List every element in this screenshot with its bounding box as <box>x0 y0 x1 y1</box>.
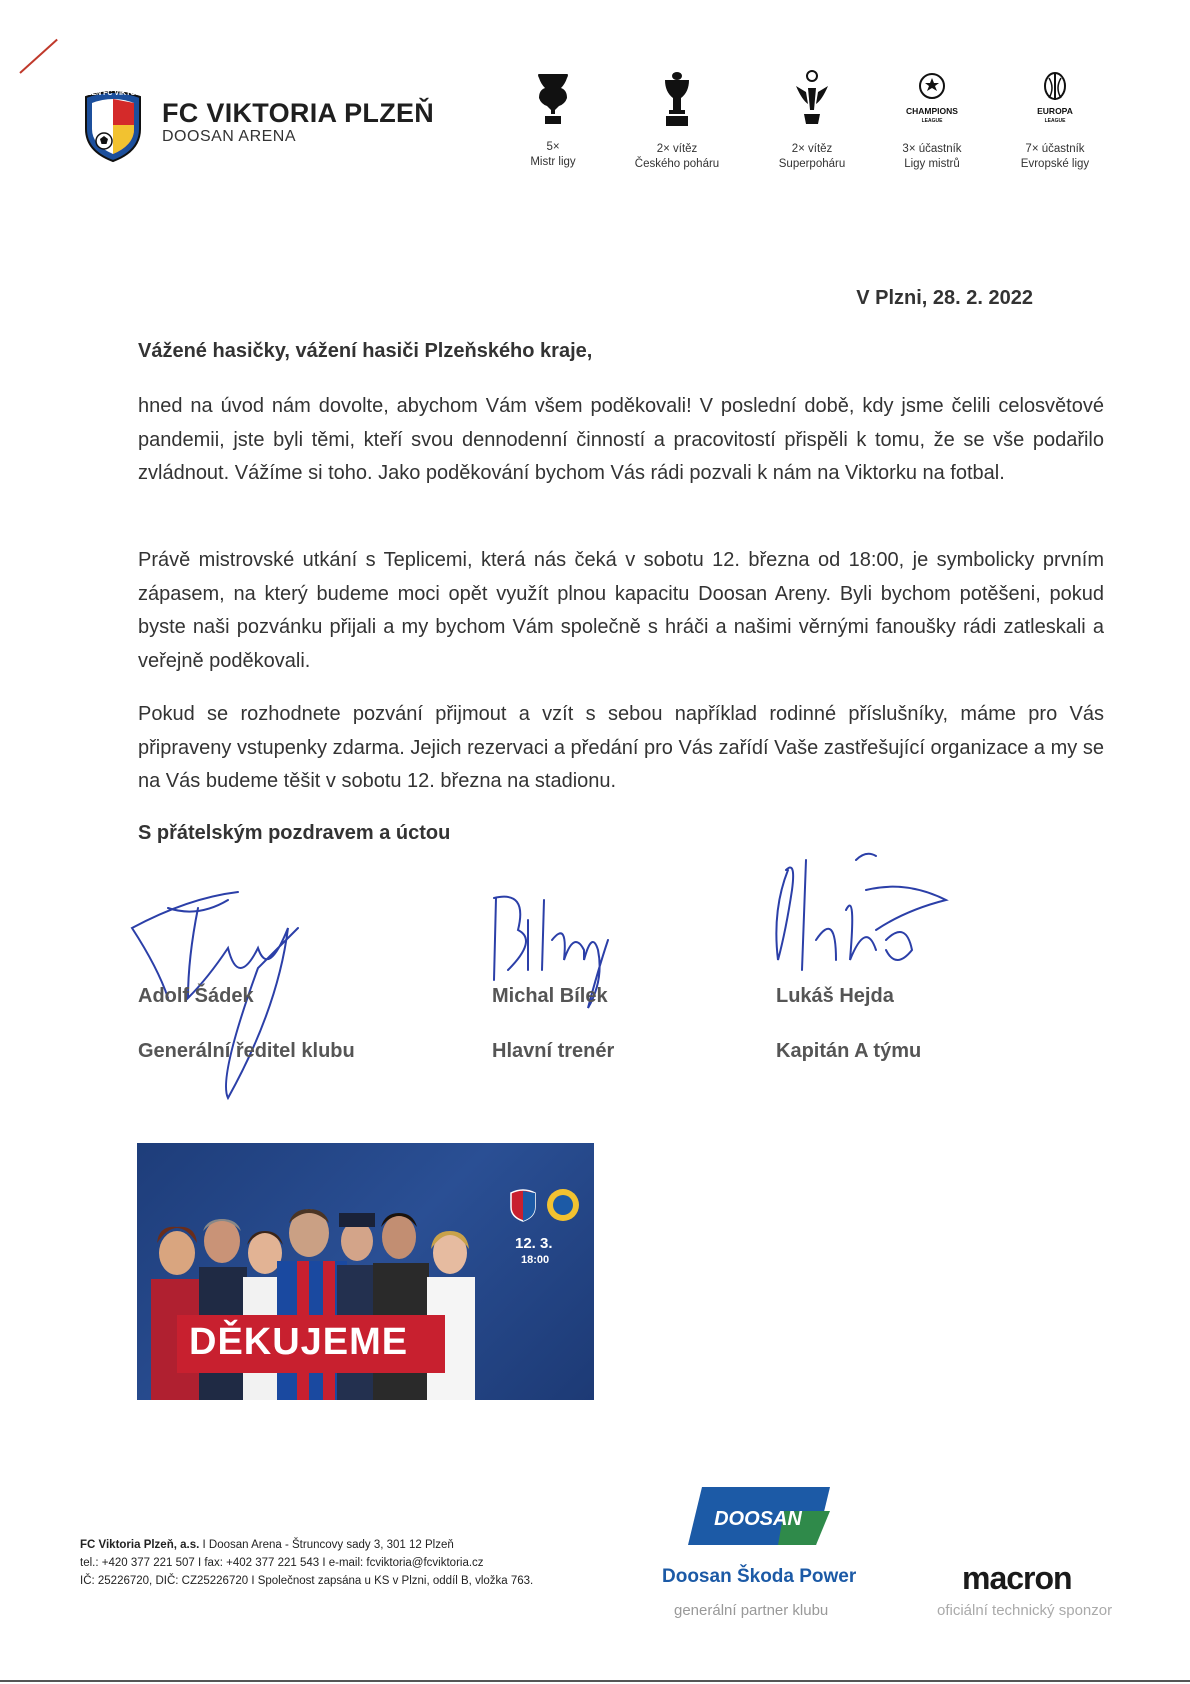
trophy-label: Superpoháru <box>778 158 846 170</box>
trophy-count: 3× účastník <box>902 143 962 155</box>
signatory-name-3: Lukáš Hejda <box>776 985 894 1007</box>
signatory-name-1: Adolf Šádek <box>138 985 254 1007</box>
trophy-europa-league <box>995 70 1115 172</box>
signatory-name-2: Michal Bílek <box>492 985 608 1007</box>
trophy-cup <box>617 70 737 172</box>
trophy-supercup <box>752 70 872 172</box>
footer-address <box>80 1536 533 1590</box>
footer-company: FC Viktoria Plzeň, a.s. <box>80 1539 200 1551</box>
trophy-count: 2× vítěz <box>656 143 698 155</box>
banner-date: 12. 3. <box>515 1235 553 1252</box>
trophy-label: Mistr ligy <box>530 156 576 168</box>
trophy-label: Ligy mistrů <box>904 158 960 170</box>
footer-contact: tel.: +420 377 221 507 I fax: +402 377 221 543 I e-mail: fcviktoria@fcviktoria.cz <box>80 1557 484 1569</box>
champions-logo-sub: LEAGUE <box>921 118 943 124</box>
banner-title: DĚKUJEME <box>189 1321 409 1363</box>
trophy-count: 2× vítěz <box>791 143 833 155</box>
doosan-logo <box>688 1485 830 1547</box>
trophy-count: 5× <box>546 141 560 153</box>
signatory-role-1: Generální ředitel klubu <box>138 1040 355 1062</box>
supercup-trophy-icon <box>792 70 832 128</box>
signatory-role-3: Kapitán A týmu <box>776 1040 922 1062</box>
doosan-logo-text: DOOSAN <box>714 1508 802 1530</box>
trophy-count: 7× účastník <box>1025 143 1085 155</box>
league-trophy-icon <box>533 70 573 126</box>
match-crests <box>507 1187 581 1223</box>
signatory-role-2: Hlavní trenér <box>492 1040 615 1062</box>
champions-league-icon <box>897 70 967 128</box>
footer-registration: IČ: 25226720, DIČ: CZ25226720 I Společnost zapsána u KS v Plzni, oddíl B, vložka 763. <box>80 1575 534 1587</box>
club-crest-logo <box>78 85 148 163</box>
champions-logo-text: CHAMPIONS <box>906 106 958 116</box>
europa-league-icon <box>1020 70 1090 128</box>
trophy-label: Českého poháru <box>634 158 720 170</box>
europa-logo-sub: LEAGUE <box>1044 118 1066 124</box>
partner-name: Doosan Škoda Power <box>662 1566 857 1587</box>
trophy-champions-league <box>872 70 992 172</box>
cup-trophy-icon <box>659 70 695 128</box>
club-name: FC VIKTORIA PLZEŇ <box>162 98 435 128</box>
paragraph-1: hned na úvod nám dovolte, abychom Vám všem poděkovali! V poslední době, kdy jsme čelili celosvětové pandemii, jste byli těmi, kteří svou dennodenní činností a pracovitostí přispěli k tomu, že se vše podařilo zvládnout. Vážíme si toho. Jako poděkování bychom Vás rádi pozvali k nám na Viktorku na fotbal. <box>138 395 1104 484</box>
closing: S přátelským pozdravem a úctou <box>138 822 451 844</box>
europa-logo-text: EUROPA <box>1037 106 1073 116</box>
trophy-label: Evropské ligy <box>1020 158 1090 170</box>
sponsor-logo: macron <box>962 1560 1072 1596</box>
paragraph-3: Pokud se rozhodnete pozvání přijmout a vzít s sebou například rodinné příslušníky, máme pro Vás připraveny vstupenky zdarma. Jejich rezervaci a předání pro Vás zařídí Vaše zastřešující organizace a my se na Vás budeme těšit v sobotu 12. března na stadionu. <box>138 703 1104 792</box>
crest-text: PLZEŇ FC VIKTORIA <box>78 90 148 97</box>
trophy-league <box>493 70 613 170</box>
partner-role: generální partner klubu <box>674 1602 829 1619</box>
paragraph-2: Právě mistrovské utkání s Teplicemi, která nás čeká v sobotu 12. března od 18:00, je symbolicky prvním zápasem, na který budeme moci opět využít plnou kapacitu Doosan Areny. Byli bychom potěšeni, pokud byste naši pozvánku přijali a my bychom Vám společně s hráči a našimi věrnými fanoušky rádi zatleskali a veřejně poděkovali. <box>138 549 1104 672</box>
salutation: Vážené hasičky, vážení hasiči Plzeňského kraje, <box>138 340 593 362</box>
letter-date: V Plzni, 28. 2. 2022 <box>856 287 1033 309</box>
banner-time: 18:00 <box>521 1254 550 1266</box>
thank-you-banner <box>137 1143 594 1400</box>
bottom-edge-line <box>0 1680 1190 1682</box>
footer-address-line: I Doosan Arena - Štruncovy sady 3, 301 12 Plzeň <box>199 1539 454 1551</box>
club-arena: DOOSAN ARENA <box>162 128 297 145</box>
corner-mark <box>19 39 57 74</box>
sponsor-role: oficiální technický sponzor <box>937 1602 1113 1619</box>
